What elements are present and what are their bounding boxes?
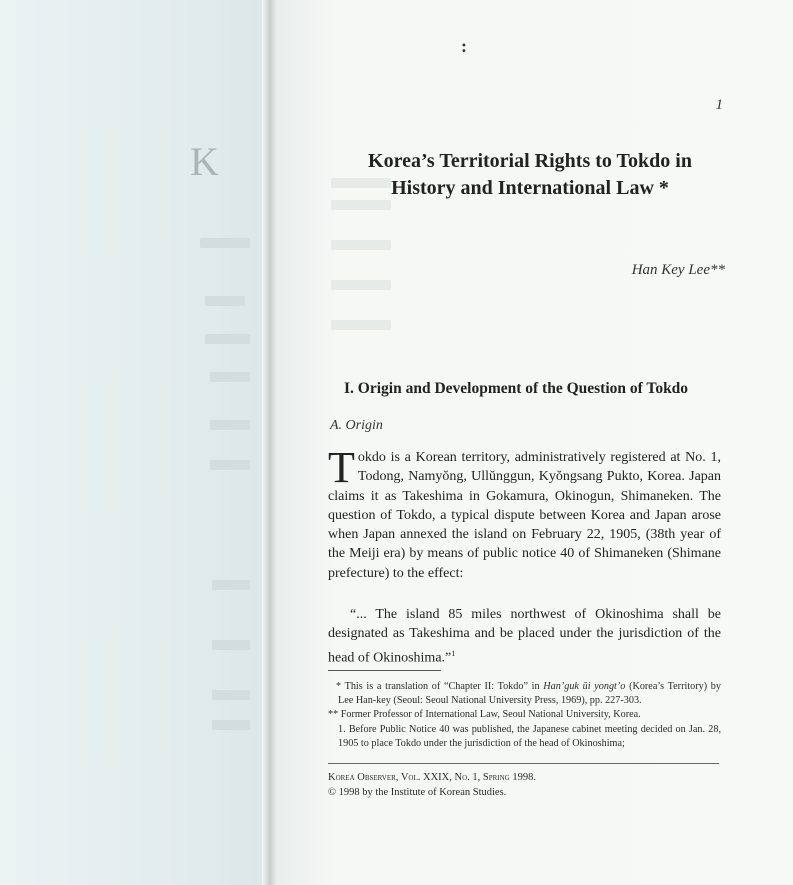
footnote-author: ** Former Professor of International Law, Seoul National University, Korea. — [328, 709, 641, 721]
footnote-book-title: Han’guk ŭi yongt’o — [543, 681, 626, 692]
bleed-through-mark — [210, 420, 250, 430]
page-marks: : — [461, 36, 467, 56]
bleed-through-mark — [210, 460, 250, 470]
footnote-1: 1. Before Public Notice 40 was published, the Japanese cabinet meeting decided on Jan. 28, 1905 to place Tokdo under the jurisdiction of the head of Okinoshima; — [338, 723, 721, 749]
bleed-through-mark — [331, 240, 391, 250]
bleed-through-mark — [212, 640, 250, 650]
journal-divider — [328, 763, 719, 764]
bleed-through-mark — [212, 690, 250, 700]
page-number: 1 — [715, 97, 723, 113]
bleed-through-mark — [200, 238, 250, 248]
footnotes — [328, 680, 721, 751]
section-heading: I. Origin and Development of the Question of Tokdo — [344, 380, 689, 397]
footnote-divider — [328, 670, 441, 671]
bleed-through-mark — [205, 334, 250, 344]
bleed-through-mark — [205, 296, 245, 306]
footnote-translation — [328, 680, 721, 708]
journal-copyright: © 1998 by the Institute of Korean Studies. — [328, 787, 507, 798]
article-title — [330, 148, 730, 202]
title-line-2: History and International Law * — [391, 177, 669, 199]
left-page-bleed — [0, 0, 300, 885]
bleed-through-letter: K — [190, 139, 219, 184]
author-name: Han Key Lee** — [631, 262, 725, 278]
footnote-text: * This is a translation of “Chapter II: Tokdo” in — [336, 681, 544, 692]
journal-info — [328, 770, 536, 800]
journal-citation: Korea Observer, Vol. XXIX, No. 1, Spring 1998. — [328, 772, 536, 783]
bleed-through-mark — [210, 372, 250, 382]
drop-cap: T — [328, 443, 355, 492]
bleed-through-mark — [212, 580, 250, 590]
bleed-through-mark — [212, 720, 250, 730]
bleed-through-mark — [331, 320, 391, 330]
paragraph-text: okdo is a Korean territory, administratively registered at No. 1, Todong, Namyŏng, Ullŭnggun, Kyŏngsang Pukto, Korea. Japan claims it as Takeshima in Gokamura, Okinogun, Shimaneken. The question of Tokdo, a typical dispute between Korea and Japan arose when Japan annexed the island on February 22, 1905, (38th year of the Meiji era) by means of public notice 40 of Shimaneken (Shimane prefecture) to the effect: — [328, 450, 721, 581]
footnote-reference: 1 — [451, 648, 456, 658]
footnote-text: (Korea’s Territory) by Lee Han-key (Seoul: Seoul National University Press, 1969), pp. 227-303. — [338, 681, 721, 707]
book-gutter — [262, 0, 276, 885]
quote-text: “... The island 85 miles northwest of Okinoshima shall be designated as Takeshima and be placed under the jurisdiction of the head of Okinoshima.” — [328, 607, 721, 666]
body-paragraph — [328, 443, 721, 583]
subsection-heading: A. Origin — [330, 418, 383, 433]
title-line-1: Korea’s Territorial Rights to Tokdo in — [368, 150, 692, 172]
bleed-through-mark — [331, 280, 391, 290]
block-quote — [328, 605, 721, 668]
